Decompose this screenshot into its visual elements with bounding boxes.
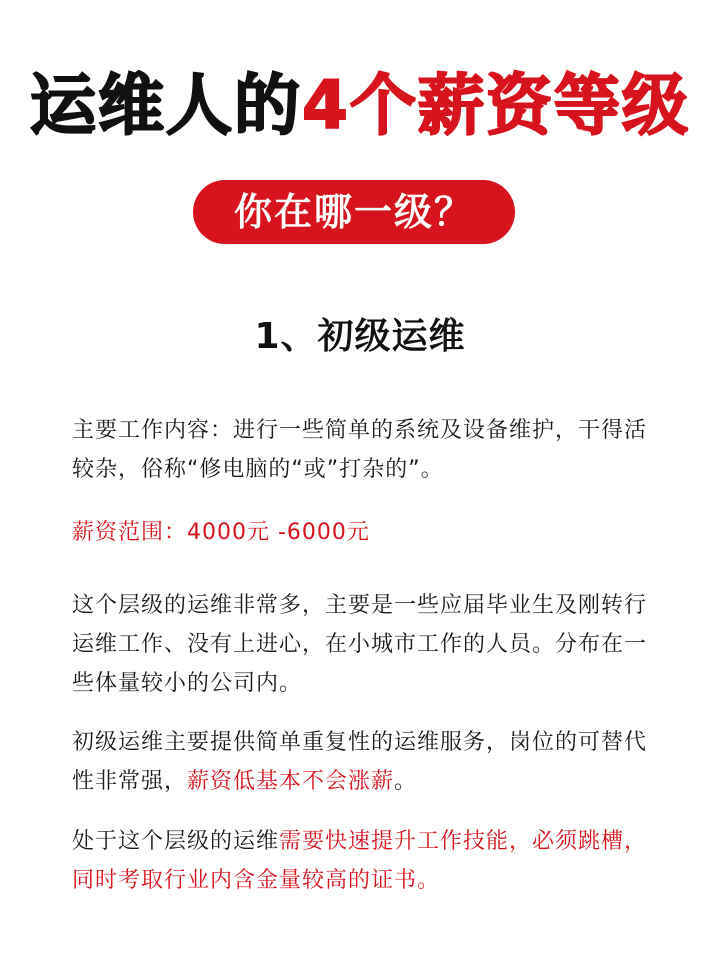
- section-heading: 1、初级运维: [254, 316, 466, 357]
- service-paragraph: [72, 723, 662, 801]
- page-title: [0, 66, 720, 146]
- work-content-paragraph: 主要工作内容：进行一些简单的系统及设备维护，干得活较杂，俗称“修电脑的“或”打杂的”。: [72, 418, 648, 482]
- page-title-part1: 运维人的: [30, 67, 303, 144]
- service-text: 初级运维主要提供简单重复性的运维服务，岗位的可替代性非常强，: [72, 730, 648, 794]
- description-paragraph: 这个层级的运维非常多，主要是一些应届毕业生及刚转行运维工作、没有上进心，在小城市工作的人员。分布在一些体量较小的公司内。: [72, 593, 648, 696]
- page-title-part2: 4个薪资等级: [302, 67, 690, 144]
- service-highlight-text: 薪资低基本不会涨薪: [187, 769, 395, 794]
- subtitle-pill: 你在哪一级？: [193, 180, 515, 244]
- salary-range-text: 薪资范围：4000元 -6000元: [72, 520, 370, 545]
- advice-highlight-text: 需要快速提升工作技能，必须跳槽，同时考取行业内含金量较高的证书。: [72, 829, 648, 893]
- service-text-end: 。: [394, 769, 418, 794]
- advice-text: 处于这个层级的运维: [72, 829, 280, 854]
- advice-paragraph: [72, 822, 662, 900]
